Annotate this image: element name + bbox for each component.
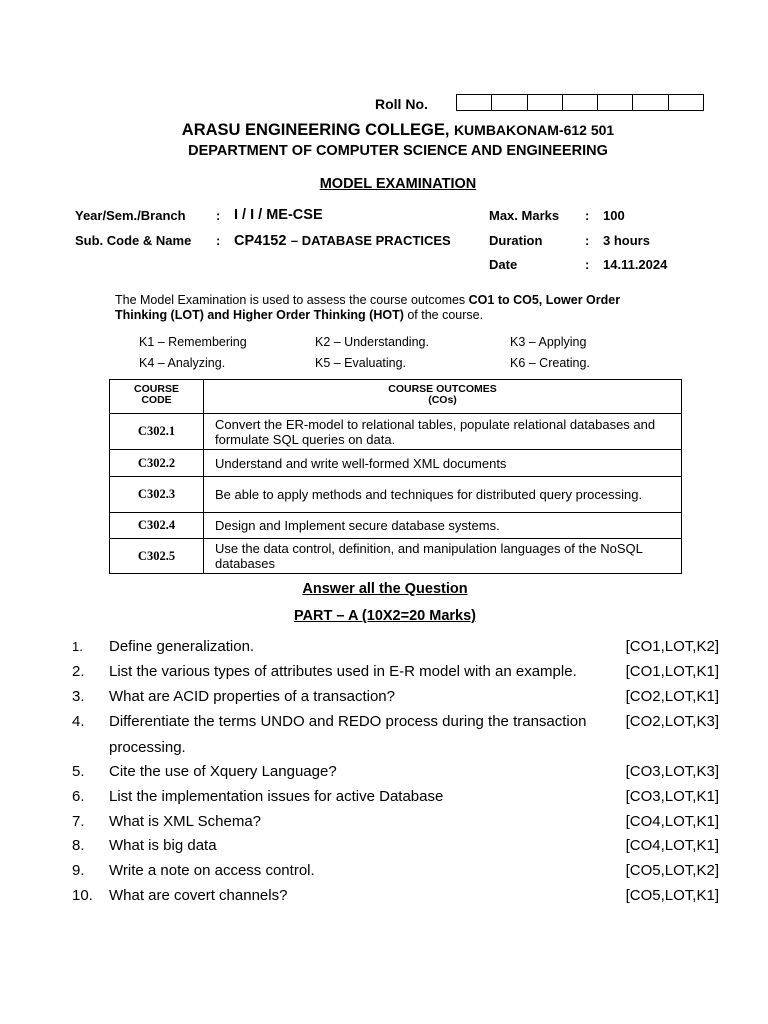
- question-text: Write a note on access control.: [109, 862, 315, 879]
- college-location: KUMBAKONAM-612 501: [453, 122, 615, 138]
- question-number: 2.: [72, 663, 85, 680]
- question-text: What are covert channels?: [109, 887, 288, 904]
- course-outcomes-header-line1: COURSE OUTCOMES: [388, 383, 497, 395]
- question-text: What are ACID properties of a transaction?: [109, 688, 395, 705]
- question-number: 3.: [72, 688, 85, 705]
- table-row: [110, 513, 682, 539]
- course-outcomes-header-line2: (COs): [428, 394, 457, 406]
- exam-title: MODEL EXAMINATION: [319, 176, 477, 192]
- roll-digit-box[interactable]: [563, 95, 598, 110]
- year-sem-branch-value: I / I / ME-CSE: [234, 207, 323, 223]
- roll-digit-box[interactable]: [457, 95, 492, 110]
- colon: :: [585, 208, 590, 223]
- question-tag: [CO4,LOT,K1]: [625, 837, 719, 854]
- duration-label: Duration: [489, 233, 543, 248]
- question-tag: [CO2,LOT,K1]: [625, 688, 719, 705]
- intro-paragraph: [115, 293, 660, 323]
- question-number: 8.: [72, 837, 85, 854]
- roll-digit-box[interactable]: [669, 95, 703, 110]
- k-level-3: K3 – Applying: [510, 335, 587, 349]
- k-level-4: K4 – Analyzing.: [139, 356, 226, 370]
- course-outcomes-header: [204, 380, 682, 414]
- course-outcome-cell: Be able to apply methods and techniques for distributed query processing.: [204, 477, 682, 513]
- question-tag: [CO1,LOT,K1]: [625, 663, 719, 680]
- course-code-cell: C302.1: [110, 414, 204, 450]
- intro-text-start: The Model Examination is used to assess the course outcomes: [115, 293, 469, 307]
- question-number: 4.: [72, 713, 85, 730]
- course-code-cell: C302.3: [110, 477, 204, 513]
- roll-digit-box[interactable]: [598, 95, 633, 110]
- k-level-2: K2 – Understanding.: [315, 335, 429, 349]
- course-outcome-cell: Use the data control, definition, and manipulation languages of the NoSQL databases: [204, 539, 682, 574]
- course-outcomes-table: [109, 379, 682, 574]
- intro-text-bold: CO1 to CO5, Lower Order Thinking (LOT) and Higher Order Thinking (HOT): [115, 293, 621, 322]
- k-level-1: K1 – Remembering: [139, 335, 247, 349]
- question-tag: [CO2,LOT,K3]: [625, 713, 719, 730]
- question-number: 6.: [72, 788, 85, 805]
- question-text: Cite the use of Xquery Language?: [109, 763, 337, 780]
- question-text: What is big data: [109, 837, 217, 854]
- question-text: What is XML Schema?: [109, 813, 261, 830]
- roll-digit-box[interactable]: [633, 95, 668, 110]
- colon: :: [585, 257, 590, 272]
- subject-code: CP4152: [234, 233, 287, 249]
- duration-value: 3 hours: [603, 233, 650, 248]
- roll-digit-box[interactable]: [492, 95, 527, 110]
- k-level-6: K6 – Creating.: [510, 356, 590, 370]
- course-code-header-line1: COURSE: [134, 383, 179, 395]
- course-code-cell: C302.5: [110, 539, 204, 574]
- question-tag: [CO5,LOT,K2]: [625, 862, 719, 879]
- question-number: 7.: [72, 813, 85, 830]
- colon: :: [585, 233, 590, 248]
- subject-value: [234, 232, 451, 250]
- course-outcome-cell: Convert the ER-model to relational tables, populate relational databases and formulate SQL queries on data.: [204, 414, 682, 450]
- question-number: 5.: [72, 763, 85, 780]
- table-header-row: [110, 380, 682, 414]
- question-tag: [CO4,LOT,K1]: [625, 813, 719, 830]
- max-marks-label: Max. Marks: [489, 208, 560, 223]
- question-tag: [CO1,LOT,K2]: [625, 638, 719, 655]
- course-code-cell: C302.4: [110, 513, 204, 539]
- k-level-5: K5 – Evaluating.: [315, 356, 407, 370]
- colon: :: [216, 233, 221, 248]
- year-sem-branch-label: Year/Sem./Branch: [75, 208, 186, 223]
- table-row: [110, 477, 682, 513]
- max-marks-value: 100: [603, 208, 625, 223]
- question-tag: [CO5,LOT,K1]: [625, 887, 719, 904]
- roll-digit-box[interactable]: [528, 95, 563, 110]
- roll-number-boxes[interactable]: [456, 94, 704, 111]
- date-label: Date: [489, 257, 518, 272]
- question-text-continued: processing.: [109, 739, 186, 756]
- roll-number-label: Roll No.: [375, 96, 428, 112]
- department-title: DEPARTMENT OF COMPUTER SCIENCE AND ENGINEERING: [188, 143, 608, 159]
- date-value: 14.11.2024: [603, 257, 668, 272]
- question-number: 9.: [72, 862, 85, 879]
- intro-text-end: of the course.: [403, 308, 484, 322]
- instructions-heading: Answer all the Question: [302, 581, 468, 597]
- question-tag: [CO3,LOT,K3]: [625, 763, 719, 780]
- table-row: [110, 414, 682, 450]
- course-outcome-cell: Design and Implement secure database systems.: [204, 513, 682, 539]
- question-tag: [CO3,LOT,K1]: [625, 788, 719, 805]
- question-text: List the implementation issues for active Database: [109, 788, 444, 805]
- question-number: 1.: [72, 639, 83, 654]
- course-code-cell: C302.2: [110, 450, 204, 477]
- subject-label: Sub. Code & Name: [75, 233, 192, 248]
- course-code-header: [110, 380, 204, 414]
- subject-name: – DATABASE PRACTICES: [290, 233, 451, 248]
- question-number: 10.: [72, 887, 93, 904]
- part-a-heading: PART – A (10X2=20 Marks): [293, 608, 476, 624]
- question-text: List the various types of attributes used in E-R model with an example.: [109, 663, 577, 680]
- course-outcome-cell: Understand and write well-formed XML documents: [204, 450, 682, 477]
- college-header: [0, 121, 768, 140]
- colon: :: [216, 208, 221, 223]
- table-row: [110, 450, 682, 477]
- college-name: ARASU ENGINEERING COLLEGE,: [181, 121, 450, 139]
- question-text: Differentiate the terms UNDO and REDO process during the transaction: [109, 713, 587, 730]
- question-text: Define generalization.: [109, 638, 255, 655]
- table-row: [110, 539, 682, 574]
- course-code-header-line2: CODE: [141, 394, 172, 406]
